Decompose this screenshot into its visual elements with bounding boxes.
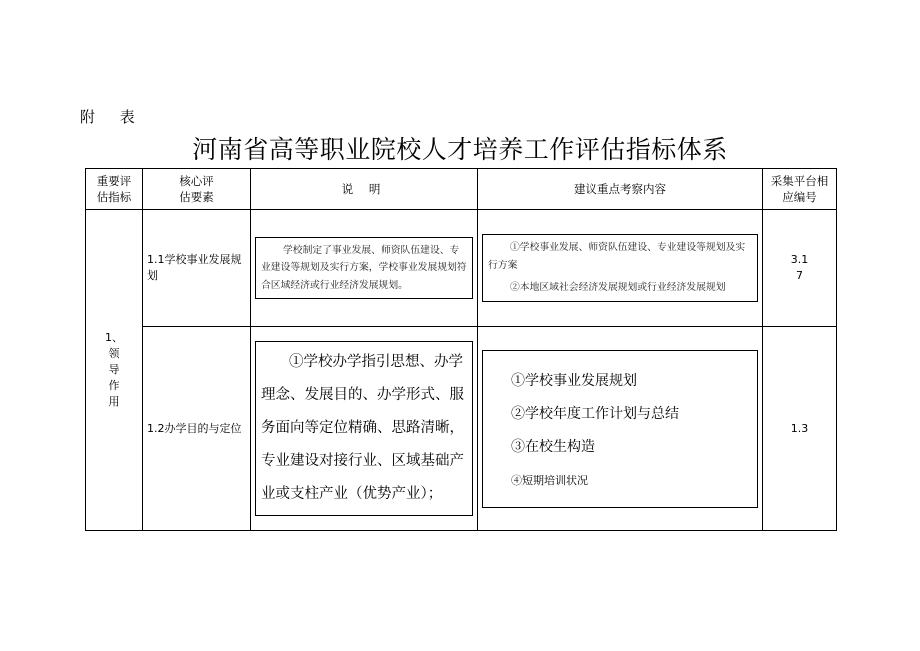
list-item: ④短期培训状况 [511,473,588,487]
document-title: 河南省高等职业院校人才培养工作评估指标体系 [192,135,728,164]
header-core-element: 核心评 估要素 [143,169,251,210]
focus-cell [478,327,763,531]
list-item: ①学校事业发展、师资队伍建设、专业建设等规划及实行方案 [488,242,746,271]
description-cell [251,327,478,531]
description-text: ①学校办学指引思想、办学理念、发展目的、办学形式、服务面向等定位精确、思路清晰，专业建设对接行业、区域基础产业或支柱产业（优势产业）； [255,341,473,516]
table-row [86,210,837,327]
header-platform-ref: 采集平台相 应编号 [763,169,837,210]
core-element-cell: 1.1学校事业发展规划 [143,210,251,327]
focus-list [482,234,758,302]
focus-list [482,350,758,508]
core-element-cell: 1.2办学目的与定位 [143,327,251,531]
focus-cell [478,210,763,327]
platform-ref-cell: 1.3 [763,327,837,531]
key-indicator-cell: 1、 领 导 作 用 [86,210,143,531]
description-cell [251,210,478,327]
description-text: 学校制定了事业发展、师资队伍建设、专业建设等规划及实行方案，学校事业发展规划符合区域经济或行业经济发展规划。 [255,237,473,300]
table-header-row [86,169,837,210]
header-description: 说 明 [251,169,478,210]
list-item: ②学校年度工作计划与总结 [511,405,679,422]
list-item: ③在校生构造 [511,438,595,455]
header-key-indicator: 重要评 估指标 [86,169,143,210]
platform-ref-cell: 3.1 7 [763,210,837,327]
table-row [86,327,837,531]
header-focus: 建议重点考察内容 [478,169,763,210]
indicator-table [85,168,837,531]
appendix-label: 附 表 [80,108,145,126]
list-item: ②本地区域社会经济发展规划或行业经济发展规划 [510,282,726,293]
list-item: ①学校事业发展规划 [511,372,637,389]
